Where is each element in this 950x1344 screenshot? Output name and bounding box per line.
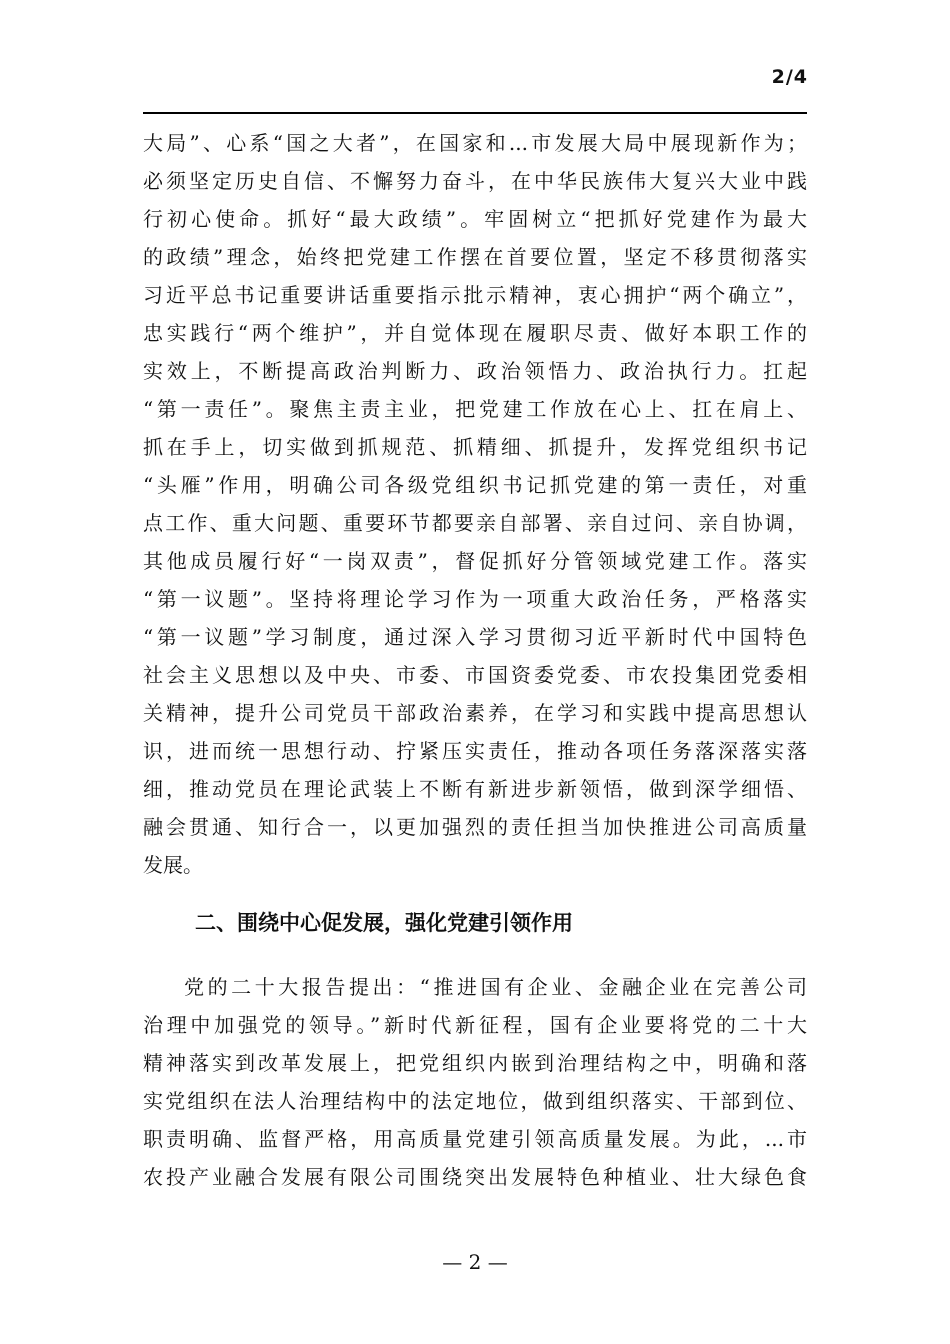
text-line: 关精神，提升公司党员干部政治素养，在学习和实践中提高思想认 — [143, 701, 807, 725]
page-counter: 2/4 — [771, 66, 808, 88]
paragraph-2 — [143, 968, 807, 1196]
text-line: 农投产业融合发展有限公司围绕突出发展特色种植业、壮大绿色食 — [143, 1165, 807, 1189]
text-line: “第一责任”。聚焦主责主业，把党建工作放在心上、扛在肩上、 — [143, 397, 807, 421]
text-line: 习近平总书记重要讲话重要指示批示精神，衷心拥护“两个确立”， — [143, 283, 807, 307]
text-line: 实党组织在法人治理结构中的法定地位，做到组织落实、干部到位、 — [143, 1089, 807, 1113]
text-line: 其他成员履行好“一岗双责”，督促抓好分管领域党建工作。落实 — [143, 549, 807, 573]
text-line: 精神落实到改革发展上，把党组织内嵌到治理结构之中，明确和落 — [143, 1051, 807, 1075]
text-line: 融会贯通、知行合一，以更加强烈的责任担当加快推进公司高质量 — [143, 815, 807, 839]
text-line: 忠实践行“两个维护”，并自觉体现在履职尽责、做好本职工作的 — [143, 321, 807, 345]
header-rule — [143, 112, 807, 114]
text-line: 行初心使命。抓好“最大政绩”。牢固树立“把抓好党建作为最大 — [143, 207, 807, 231]
text-line: 社会主义思想以及中央、市委、市国资委党委、市农投集团党委相 — [143, 663, 807, 687]
text-line: “头雁”作用，明确公司各级党组织书记抓党建的第一责任，对重 — [143, 473, 807, 497]
text-line: 职责明确、监督严格，用高质量党建引领高质量发展。为此，...市 — [143, 1127, 807, 1151]
text-line: 大局”、心系“国之大者”，在国家和...市发展大局中展现新作为； — [143, 131, 807, 155]
text-line: “第一议题”学习制度，通过深入学习贯彻习近平新时代中国特色 — [143, 625, 807, 649]
text-line: 实效上，不断提高政治判断力、政治领悟力、政治执行力。扛起 — [143, 359, 807, 383]
text-line: 细，推动党员在理论武装上不断有新进步新领悟，做到深学细悟、 — [143, 777, 807, 801]
text-line: 党的二十大报告提出：“推进国有企业、金融企业在完善公司 — [184, 975, 807, 999]
text-line: 的政绩”理念，始终把党建工作摆在首要位置，坚定不移贯彻落实 — [143, 245, 807, 269]
text-line: 点工作、重大问题、重要环节都要亲自部署、亲自过问、亲自协调， — [143, 511, 807, 535]
text-line: “第一议题”。坚持将理论学习作为一项重大政治任务，严格落实 — [143, 587, 807, 611]
paragraph-1 — [143, 124, 807, 884]
page-number-footer: — 2 — — [442, 1250, 508, 1274]
section-heading: 二、围绕中心促发展，强化党建引领作用 — [195, 911, 573, 935]
text-line: 识，进而统一思想行动、拧紧压实责任，推动各项任务落深落实落 — [143, 739, 807, 763]
text-line: 必须坚定历史自信、不懈努力奋斗，在中华民族伟大复兴大业中践 — [143, 169, 807, 193]
text-line: 治理中加强党的领导。”新时代新征程，国有企业要将党的二十大 — [143, 1013, 807, 1037]
text-line: 发展。 — [143, 853, 203, 877]
text-line: 抓在手上，切实做到抓规范、抓精细、抓提升，发挥党组织书记 — [143, 435, 807, 459]
